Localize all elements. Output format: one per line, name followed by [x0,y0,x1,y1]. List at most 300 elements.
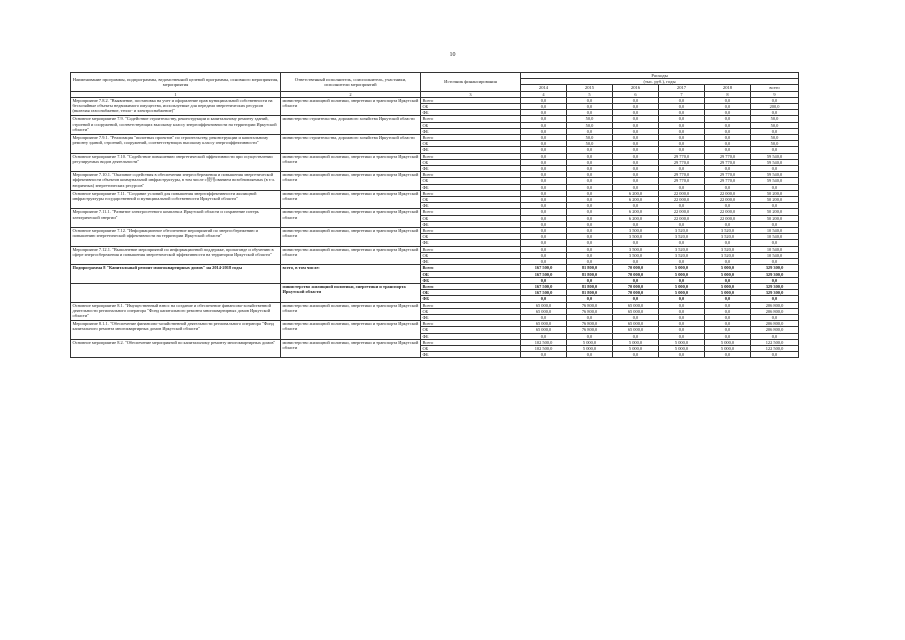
year-value: 5 000,0 [705,265,751,271]
year-value: 0,0 [659,166,705,172]
year-value: 65 000,0 [521,308,567,314]
year-value: 0,0 [521,333,567,339]
funding-source: ФБ [421,259,521,265]
year-value: 0,0 [705,141,751,147]
activity-executor: всего, в том числе: [281,265,421,284]
year-value: 0,0 [613,147,659,153]
year-value: 5 000,0 [705,271,751,277]
year-value: 65 000,0 [613,327,659,333]
funding-source: ФБ [421,240,521,246]
year-value: 0,0 [659,314,705,320]
year-value: 5 000,0 [705,290,751,296]
activity-executor: министерство строительства, дорожного хозяйства Иркутской области [281,135,421,154]
year-value: 0,0 [705,327,751,333]
total-value: 0,0 [751,147,799,153]
year-value: 0,0 [613,122,659,128]
funding-source: ОБ [421,308,521,314]
year-value: 0,0 [567,128,613,134]
header-executor: Ответственный исполнитель, соисполнитель, участники, исполнители мероприятий [281,73,421,92]
funding-source: ОБ [421,178,521,184]
year-value: 0,0 [659,277,705,283]
year-value: 0,0 [659,308,705,314]
activity-executor: министерство жилищной политики, энергетики и транспорта Иркутской области [281,283,421,302]
year-value: 5 000,0 [567,339,613,345]
activity-name: Основное мероприятие 7.12. "Информационное обеспечение мероприятий по энергосбережению и повышению энергетической эффективности на территории Иркутской области" [71,228,281,247]
year-value: 0,0 [567,110,613,116]
year-value: 0,0 [613,166,659,172]
year-value: 0,0 [567,259,613,265]
funding-source: Всего [421,116,521,122]
year-value: 0,0 [613,352,659,358]
year-value: 0,0 [613,141,659,147]
funding-source: ФБ [421,221,521,227]
total-value: 50,0 [751,116,799,122]
year-value: 50,0 [567,122,613,128]
year-value: 0,0 [659,240,705,246]
year-value: 0,0 [521,252,567,258]
year-value: 0,0 [705,97,751,103]
year-value: 5 000,0 [567,345,613,351]
year-value: 81 800,0 [567,283,613,289]
year-value: 0,0 [567,246,613,252]
year-value: 65 000,0 [521,302,567,308]
total-value: 329 300,0 [751,290,799,296]
column-index: 3 [421,91,521,97]
year-value: 0,0 [521,97,567,103]
total-value: 50,0 [751,135,799,141]
year-value: 167 500,0 [521,283,567,289]
year-value: 0,0 [705,122,751,128]
total-value: 0,0 [751,184,799,190]
header-name: Наименование программы, подпрограммы, ведомственной целевой программы, основного мероприятия, мероприятия [71,73,281,92]
total-value: 50 200,0 [751,215,799,221]
year-value: 0,0 [659,352,705,358]
year-value: 3 500,0 [613,228,659,234]
column-index: 7 [659,91,705,97]
year-value: 0,0 [659,116,705,122]
year-value: 81 800,0 [567,271,613,277]
activity-name: Подпрограмма 8 "Капитальный ремонт многоквартирных домов" на 2014-2018 годы [71,265,281,284]
funding-source: Всего [421,321,521,327]
year-value: 0,0 [521,159,567,165]
year-value: 0,0 [521,110,567,116]
year-value: 76 800,0 [567,302,613,308]
year-value: 50,0 [567,116,613,122]
header-year: 2017 [659,85,705,91]
total-value: 0,0 [751,97,799,103]
total-value: 10 540,0 [751,234,799,240]
year-value: 0,0 [613,172,659,178]
funding-source: ОБ [421,327,521,333]
total-value: 0,0 [751,352,799,358]
header-source: Источник финансирования [421,73,521,92]
year-value: 22 000,0 [705,190,751,196]
year-value: 0,0 [705,321,751,327]
year-value: 0,0 [659,302,705,308]
year-value: 3 520,0 [659,246,705,252]
year-value: 0,0 [567,296,613,302]
table-body [71,97,799,358]
year-value: 50,0 [567,141,613,147]
year-value: 0,0 [567,314,613,320]
total-value: 10 540,0 [751,246,799,252]
year-value: 29 770,0 [705,172,751,178]
year-value: 0,0 [521,122,567,128]
year-value: 0,0 [659,122,705,128]
activity-executor: министерство жилищной политики, энергетики и транспорта Иркутской области [281,97,421,116]
year-value: 0,0 [613,128,659,134]
year-value: 70 000,0 [613,283,659,289]
year-value: 0,0 [705,135,751,141]
funding-source: Всего [421,302,521,308]
year-value: 70 000,0 [613,265,659,271]
year-value: 0,0 [705,277,751,283]
year-value: 167 500,0 [521,271,567,277]
funding-source: ОБ [421,141,521,147]
header-total: всего [751,85,799,91]
total-value: 50 200,0 [751,209,799,215]
activity-executor: министерство жилищной политики, энергетики и транспорта Иркутской области [281,321,421,340]
year-value: 5 000,0 [705,345,751,351]
total-value: 0,0 [751,296,799,302]
activity-name: Мероприятие 8.1.1. "Обеспечение финансово-хозяйственной деятельности регионального оператора "Фонд капитального ремонта многоквартирных домов Иркутской области" [71,321,281,340]
year-value: 6 200,0 [613,215,659,221]
page-number: 10 [449,52,456,58]
year-value: 3 520,0 [705,234,751,240]
activity-executor: министерство строительства, дорожного хозяйства Иркутской области [281,116,421,135]
year-value: 0,0 [659,333,705,339]
year-value: 22 000,0 [705,209,751,215]
year-value: 0,0 [613,221,659,227]
year-value: 22 000,0 [659,209,705,215]
year-value: 0,0 [705,259,751,265]
year-value: 0,0 [705,128,751,134]
year-value: 0,0 [567,277,613,283]
header-expenses: Расходы [521,73,799,79]
funding-source: Всего [421,135,521,141]
year-value: 0,0 [567,184,613,190]
year-value: 0,0 [521,352,567,358]
year-value: 70 000,0 [613,271,659,277]
year-value: 65 000,0 [613,308,659,314]
year-value: 0,0 [521,172,567,178]
column-index: 4 [521,91,567,97]
activity-executor: министерство жилищной политики, энергетики и транспорта Иркутской области [281,209,421,228]
total-value: 59 540,0 [751,153,799,159]
activity-executor: министерство жилищной политики, энергетики и транспорта Иркутской области [281,172,421,191]
total-value: 0,0 [751,259,799,265]
total-value: 10 540,0 [751,228,799,234]
year-value: 0,0 [705,166,751,172]
column-index: 9 [751,91,799,97]
year-value: 0,0 [659,104,705,110]
year-value: 0,0 [659,110,705,116]
funding-source: ФБ [421,184,521,190]
activity-executor: министерство жилищной политики, энергетики и транспорта Иркутской области [281,302,421,321]
funding-source: ОБ [421,197,521,203]
year-value: 5 000,0 [659,345,705,351]
year-value: 6 200,0 [613,190,659,196]
year-value: 0,0 [613,277,659,283]
year-value: 65 000,0 [521,327,567,333]
funding-source: ОБ [421,252,521,258]
year-value: 0,0 [567,190,613,196]
year-value: 5 000,0 [659,265,705,271]
year-value: 0,0 [659,184,705,190]
funding-source: ФБ [421,352,521,358]
year-value: 70 000,0 [613,290,659,296]
year-value: 3 500,0 [613,246,659,252]
year-value: 5 000,0 [659,271,705,277]
year-value: 65 000,0 [613,302,659,308]
column-index: 6 [613,91,659,97]
year-value: 0,0 [521,259,567,265]
year-value: 0,0 [521,104,567,110]
funding-source: ОБ [421,122,521,128]
activity-name: Основное мероприятие 7.10. "Содействие повышению энергетической эффективности при осуществлении регулируемых видов деятельности" [71,153,281,172]
funding-source: ФБ [421,314,521,320]
year-value: 65 000,0 [521,321,567,327]
year-value: 0,0 [659,147,705,153]
header-year: 2014 [521,85,567,91]
year-value: 0,0 [567,104,613,110]
year-value: 0,0 [521,184,567,190]
year-value: 0,0 [567,203,613,209]
total-value: 206 800,0 [751,308,799,314]
year-value: 0,0 [705,221,751,227]
funding-source: ФБ [421,166,521,172]
total-value: 50 200,0 [751,197,799,203]
total-value: 0,0 [751,240,799,246]
total-value: 206 800,0 [751,327,799,333]
year-value: 3 520,0 [659,228,705,234]
year-value: 0,0 [705,147,751,153]
funding-source: Всего [421,209,521,215]
year-value: 29 770,0 [705,159,751,165]
year-value: 6 200,0 [613,197,659,203]
total-value: 10 540,0 [751,252,799,258]
funding-source: ОБ [421,234,521,240]
year-value: 0,0 [659,321,705,327]
year-value: 0,0 [521,209,567,215]
funding-source: Всего [421,246,521,252]
total-value: 0,0 [751,203,799,209]
year-value: 0,0 [613,259,659,265]
year-value: 0,0 [705,203,751,209]
year-value: 0,0 [567,147,613,153]
total-value: 59 540,0 [751,172,799,178]
activity-name: Мероприятие 7.8.2. "Выявление, постановка на учет и оформление прав муниципальной собственности на бесхозяйные объекты недвижимого имущества, используемые для передачи энергетических ресурсов (включая газоснабжение, тепло- и электроснабжение)" [71,97,281,116]
column-index: 5 [567,91,613,97]
year-value: 0,0 [521,128,567,134]
year-value: 0,0 [567,333,613,339]
funding-source: ОБ [421,290,521,296]
year-value: 0,0 [659,141,705,147]
header-year: 2016 [613,85,659,91]
year-value: 0,0 [521,178,567,184]
total-value: 206 800,0 [751,321,799,327]
year-value: 0,0 [567,97,613,103]
funding-source: Всего [421,339,521,345]
year-value: 0,0 [705,184,751,190]
year-value: 29 770,0 [705,153,751,159]
year-value: 29 770,0 [705,178,751,184]
column-index: 2 [281,91,421,97]
year-value: 5 000,0 [659,283,705,289]
funding-source: ОБ [421,345,521,351]
year-value: 65 000,0 [613,321,659,327]
year-value: 0,0 [521,141,567,147]
year-value: 0,0 [521,147,567,153]
year-value: 5 000,0 [659,339,705,345]
activity-name: Основное мероприятие 7.11. "Создание условий для повышения энергоэффективности жилищной инфраструктуры государственной и муниципальной собственности Иркутской области" [71,190,281,209]
total-value: 50,0 [751,141,799,147]
year-value: 0,0 [567,221,613,227]
year-value: 0,0 [521,240,567,246]
funding-source: ОБ [421,159,521,165]
funding-source: ОБ [421,271,521,277]
total-value: 50 200,0 [751,190,799,196]
year-value: 5 000,0 [613,345,659,351]
year-value: 0,0 [613,184,659,190]
year-value: 81 800,0 [567,265,613,271]
year-value: 0,0 [613,159,659,165]
year-value: 29 770,0 [659,153,705,159]
year-value: 0,0 [521,246,567,252]
year-value: 0,0 [567,166,613,172]
header-year: 2015 [567,85,613,91]
activity-name: Основное мероприятие 7.9. "Содействие строительству, реконструкции и капитальному ремонту зданий, строений и сооружений, соответствующих высокому классу энергоэффективности на территории Иркутской области" [71,116,281,135]
year-value: 0,0 [705,104,751,110]
year-value: 3 500,0 [613,252,659,258]
year-value: 0,0 [567,209,613,215]
funding-source: Всего [421,172,521,178]
funding-source: ОБ [421,215,521,221]
total-value: 122 500,0 [751,345,799,351]
year-value: 0,0 [567,240,613,246]
year-value: 3 520,0 [705,246,751,252]
year-value: 0,0 [613,116,659,122]
header-units: (тыс. руб.), годы [521,79,799,85]
activity-executor: министерство жилищной политики, энергетики и транспорта Иркутской области [281,339,421,358]
year-value: 5 000,0 [659,290,705,296]
total-value: 59 540,0 [751,178,799,184]
funding-source: Всего [421,97,521,103]
year-value: 0,0 [521,116,567,122]
total-value: 206 800,0 [751,302,799,308]
year-value: 0,0 [705,314,751,320]
total-value: 329 300,0 [751,283,799,289]
activity-name: Основное мероприятие 8.1. "Имущественный взнос на создание и обеспечение финансово-хозяйственной деятельности регионального оператора "Фонд капитального ремонта многоквартирных домов Иркутской области" [71,302,281,321]
year-value: 0,0 [521,203,567,209]
funding-source: ФБ [421,277,521,283]
year-value: 0,0 [659,296,705,302]
year-value: 0,0 [521,153,567,159]
year-value: 0,0 [705,240,751,246]
funding-source: ФБ [421,296,521,302]
year-value: 0,0 [705,308,751,314]
year-value: 0,0 [567,153,613,159]
year-value: 0,0 [521,228,567,234]
year-value: 0,0 [613,135,659,141]
activity-name [71,283,281,302]
column-index: 1 [71,91,281,97]
year-value: 0,0 [613,333,659,339]
year-value: 0,0 [659,135,705,141]
total-value: 0,0 [751,277,799,283]
year-value: 0,0 [613,110,659,116]
year-value: 0,0 [705,302,751,308]
year-value: 0,0 [567,234,613,240]
funding-source: ФБ [421,147,521,153]
year-value: 0,0 [613,178,659,184]
year-value: 0,0 [521,190,567,196]
year-value: 102 500,0 [521,345,567,351]
year-value: 0,0 [521,215,567,221]
year-value: 29 770,0 [659,159,705,165]
year-value: 0,0 [613,296,659,302]
year-value: 0,0 [521,277,567,283]
year-value: 0,0 [613,240,659,246]
year-value: 3 520,0 [705,228,751,234]
total-value: 0,0 [751,314,799,320]
funding-source: Всего [421,283,521,289]
activity-name: Основное мероприятие 8.2. "Обеспечение мероприятий по капитальному ремонту многоквартирных домов" [71,339,281,358]
year-value: 0,0 [567,215,613,221]
year-value: 0,0 [613,153,659,159]
activity-executor: министерство жилищной политики, энергетики и транспорта Иркутской области [281,246,421,265]
year-value: 76 800,0 [567,327,613,333]
funding-source: Всего [421,265,521,271]
year-value: 167 500,0 [521,290,567,296]
funding-source: Всего [421,153,521,159]
year-value: 0,0 [567,197,613,203]
total-value: 50,0 [751,122,799,128]
year-value: 0,0 [521,197,567,203]
financing-table [70,72,799,358]
year-value: 6 200,0 [613,209,659,215]
funding-source: ФБ [421,203,521,209]
total-value: 329 300,0 [751,265,799,271]
year-value: 5 000,0 [705,339,751,345]
year-value: 22 000,0 [659,215,705,221]
year-value: 0,0 [613,314,659,320]
year-value: 0,0 [705,110,751,116]
activity-executor: министерство жилищной политики, энергетики и транспорта Иркутской области [281,228,421,247]
header-year: 2018 [705,85,751,91]
funding-source: Всего [421,228,521,234]
total-value: 0,0 [751,166,799,172]
year-value: 0,0 [705,296,751,302]
year-value: 76 800,0 [567,321,613,327]
year-value: 0,0 [567,159,613,165]
year-value: 5 000,0 [613,339,659,345]
year-value: 22 000,0 [659,190,705,196]
column-index: 8 [705,91,751,97]
year-value: 22 000,0 [705,215,751,221]
activity-name: Мероприятие 7.9.1. "Реализация "пилотных проектов" по строительству, реконструкции и капитальному ремонту зданий, строений, сооружений, соответствующих высокому классу энергоэффективности" [71,135,281,154]
year-value: 0,0 [659,221,705,227]
funding-source: ФБ [421,128,521,134]
funding-source: Всего [421,190,521,196]
year-value: 0,0 [613,97,659,103]
total-value: 200,0 [751,104,799,110]
year-value: 3 520,0 [659,234,705,240]
year-value: 0,0 [521,221,567,227]
year-value: 76 800,0 [567,308,613,314]
year-value: 50,0 [567,135,613,141]
year-value: 81 800,0 [567,290,613,296]
